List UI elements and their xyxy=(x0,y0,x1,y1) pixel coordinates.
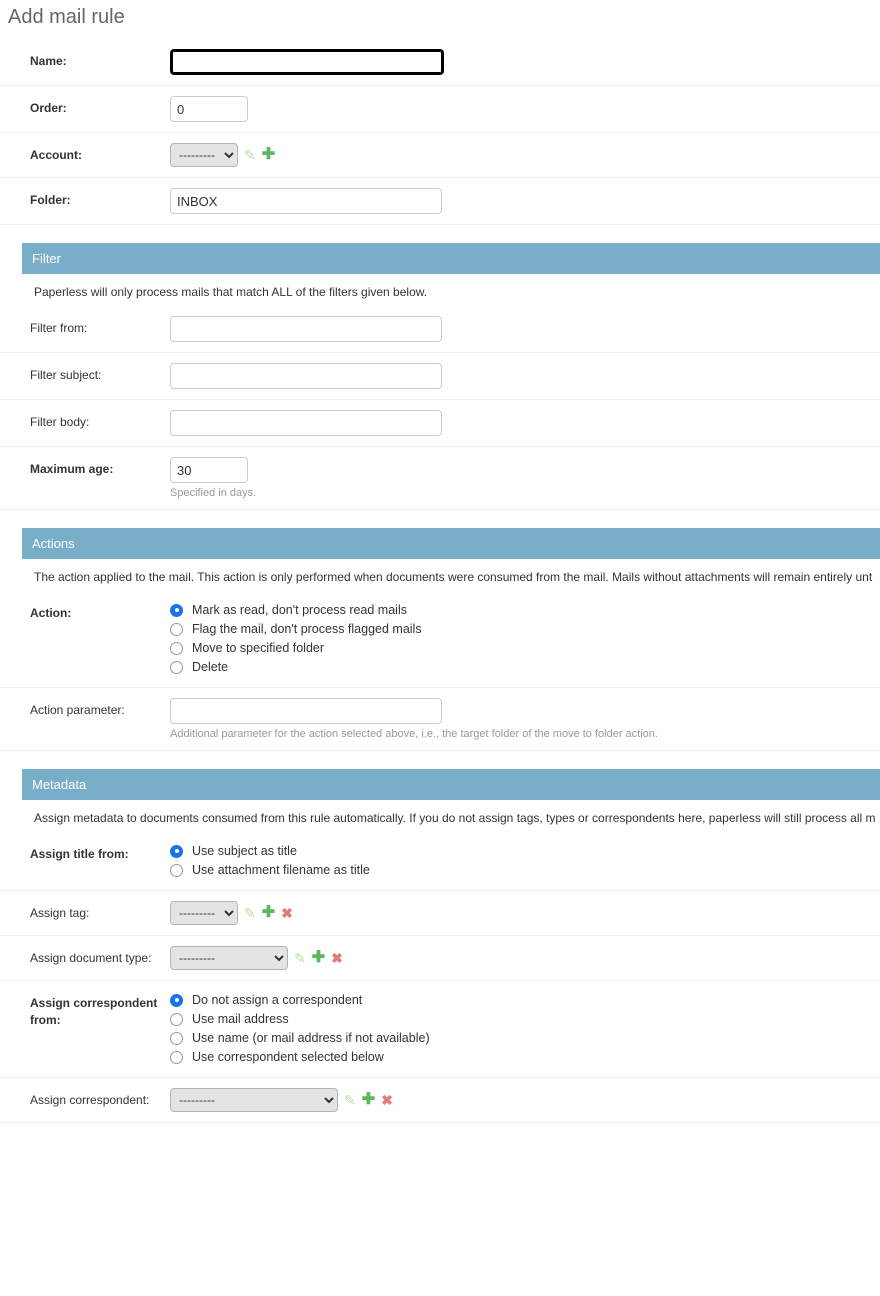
radio-icon[interactable] xyxy=(170,661,183,674)
delete-cross-icon[interactable]: ✖ xyxy=(381,1092,393,1108)
action-label: Action: xyxy=(30,606,72,620)
actions-section-header: Actions xyxy=(22,528,880,559)
assign-correspondent-from-radio-group xyxy=(170,991,880,1067)
metadata-section-header: Metadata xyxy=(22,769,880,800)
radio-icon[interactable] xyxy=(170,1032,183,1045)
action-radio-group xyxy=(170,601,880,677)
action-parameter-input[interactable] xyxy=(170,698,442,724)
account-field-wrap xyxy=(170,143,880,167)
edit-pencil-icon[interactable]: ✎ xyxy=(244,147,256,163)
assign-title-option-label: Use attachment filename as title xyxy=(192,863,370,877)
assign-correspondent-select[interactable] xyxy=(170,1088,338,1112)
form-row-folder xyxy=(0,178,880,225)
assign-correspondent-from-option-label: Use correspondent selected below xyxy=(192,1050,384,1064)
assign-tag-field-wrap xyxy=(170,901,880,925)
metadata-section-description: Assign metadata to documents consumed from this rule automatically. If you do not assign tags, types or correspondents here, paperless will still process all m xyxy=(34,811,876,825)
radio-icon[interactable] xyxy=(170,642,183,655)
form-row-assign-correspondent-from xyxy=(0,981,880,1078)
folder-label: Folder: xyxy=(30,193,71,207)
actions-section-description: The action applied to the mail. This action is only performed when documents were consumed from the mail. Mails without attachments will remain entirely unt xyxy=(34,570,873,584)
order-field-wrap xyxy=(170,96,880,122)
filter-from-label: Filter from: xyxy=(30,321,88,335)
assign-correspondent-from-label: Assign correspondent from: xyxy=(30,996,158,1027)
assign-title-radio-option[interactable] xyxy=(170,842,870,861)
maximum-age-label: Maximum age: xyxy=(30,462,114,476)
assign-tag-label: Assign tag: xyxy=(30,906,90,920)
action-option-label: Move to specified folder xyxy=(192,641,325,655)
action-radio-option[interactable] xyxy=(170,601,870,620)
add-plus-icon[interactable]: ✚ xyxy=(261,904,276,921)
filter-subject-input[interactable] xyxy=(170,363,442,389)
action-radio-option[interactable] xyxy=(170,620,870,639)
radio-icon[interactable] xyxy=(170,1051,183,1064)
filter-from-field-wrap xyxy=(170,316,880,342)
assign-title-label: Assign title from: xyxy=(30,847,129,861)
name-label: Name: xyxy=(30,54,67,68)
account-label: Account: xyxy=(30,148,82,162)
form-row-assign-tag xyxy=(0,891,880,936)
action-radio-option[interactable] xyxy=(170,639,870,658)
name-input[interactable] xyxy=(170,49,444,75)
assign-correspondent-from-radio-option[interactable] xyxy=(170,1029,870,1048)
edit-pencil-icon[interactable]: ✎ xyxy=(344,1092,356,1108)
assign-correspondent-from-radio-option[interactable] xyxy=(170,1048,870,1067)
action-option-label: Flag the mail, don't process flagged mails xyxy=(192,622,422,636)
form-row-filter-from xyxy=(0,306,880,353)
filter-subject-field-wrap xyxy=(170,363,880,389)
maximum-age-field-wrap xyxy=(170,457,880,499)
order-input[interactable] xyxy=(170,96,248,122)
assign-correspondent-from-option-label: Use name (or mail address if not available) xyxy=(192,1031,430,1045)
folder-field-wrap xyxy=(170,188,880,214)
form-row-assign-correspondent xyxy=(0,1078,880,1123)
assign-correspondent-label: Assign correspondent: xyxy=(30,1093,150,1107)
assign-document-type-select[interactable] xyxy=(170,946,288,970)
filter-section-description: Paperless will only process mails that match ALL of the filters given below. xyxy=(34,285,428,299)
assign-title-option-label: Use subject as title xyxy=(192,844,297,858)
order-label: Order: xyxy=(30,101,67,115)
edit-pencil-icon[interactable]: ✎ xyxy=(294,950,306,966)
assign-correspondent-from-radio-option[interactable] xyxy=(170,991,870,1010)
filter-section-header: Filter xyxy=(22,243,880,274)
radio-icon[interactable] xyxy=(170,994,183,1007)
maximum-age-help: Specified in days. xyxy=(170,487,257,499)
radio-icon[interactable] xyxy=(170,1013,183,1026)
filter-body-field-wrap xyxy=(170,410,880,436)
folder-input[interactable] xyxy=(170,188,442,214)
edit-pencil-icon[interactable]: ✎ xyxy=(244,905,256,921)
add-plus-icon[interactable]: ✚ xyxy=(261,146,276,163)
radio-icon[interactable] xyxy=(170,864,183,877)
assign-title-radio-group xyxy=(170,842,880,880)
assign-correspondent-from-option-label: Do not assign a correspondent xyxy=(192,993,363,1007)
form-row-maximum-age xyxy=(0,447,880,510)
filter-body-input[interactable] xyxy=(170,410,442,436)
form-row-action xyxy=(0,591,880,688)
form-row-action-parameter xyxy=(0,688,880,751)
assign-document-type-label: Assign document type: xyxy=(30,951,152,965)
action-option-label: Delete xyxy=(192,660,229,674)
form-row-filter-body xyxy=(0,400,880,447)
assign-correspondent-from-option-label: Use mail address xyxy=(192,1012,289,1026)
name-field-wrap xyxy=(170,49,880,75)
radio-icon[interactable] xyxy=(170,845,183,858)
assign-tag-select[interactable] xyxy=(170,901,238,925)
assign-title-radio-option[interactable] xyxy=(170,861,870,880)
form-row-filter-subject xyxy=(0,353,880,400)
radio-icon[interactable] xyxy=(170,604,183,617)
assign-correspondent-field-wrap xyxy=(170,1088,880,1112)
filter-from-input[interactable] xyxy=(170,316,442,342)
filter-body-label: Filter body: xyxy=(30,415,90,429)
form-row-name xyxy=(0,39,880,86)
action-parameter-label: Action parameter: xyxy=(30,703,125,717)
form-row-account xyxy=(0,133,880,178)
maximum-age-input[interactable] xyxy=(170,457,248,483)
form-row-order xyxy=(0,86,880,133)
add-plus-icon[interactable]: ✚ xyxy=(311,949,326,966)
delete-cross-icon[interactable]: ✖ xyxy=(331,950,343,966)
action-parameter-field-wrap xyxy=(170,698,880,740)
mail-rule-form xyxy=(0,39,880,1123)
account-select[interactable] xyxy=(170,143,238,167)
delete-cross-icon[interactable]: ✖ xyxy=(281,905,293,921)
add-plus-icon[interactable]: ✚ xyxy=(361,1091,376,1108)
action-parameter-help: Additional parameter for the action selected above, i.e., the target folder of the move to folder action. xyxy=(170,728,658,740)
assign-document-type-field-wrap xyxy=(170,946,880,970)
form-row-assign-title-from xyxy=(0,832,880,891)
action-option-label: Mark as read, don't process read mails xyxy=(192,603,407,617)
form-row-assign-document-type xyxy=(0,936,880,981)
assign-correspondent-from-radio-option[interactable] xyxy=(170,1010,870,1029)
radio-icon[interactable] xyxy=(170,623,183,636)
page-title: Add mail rule xyxy=(8,6,125,28)
action-radio-option[interactable] xyxy=(170,658,870,677)
filter-subject-label: Filter subject: xyxy=(30,368,102,382)
